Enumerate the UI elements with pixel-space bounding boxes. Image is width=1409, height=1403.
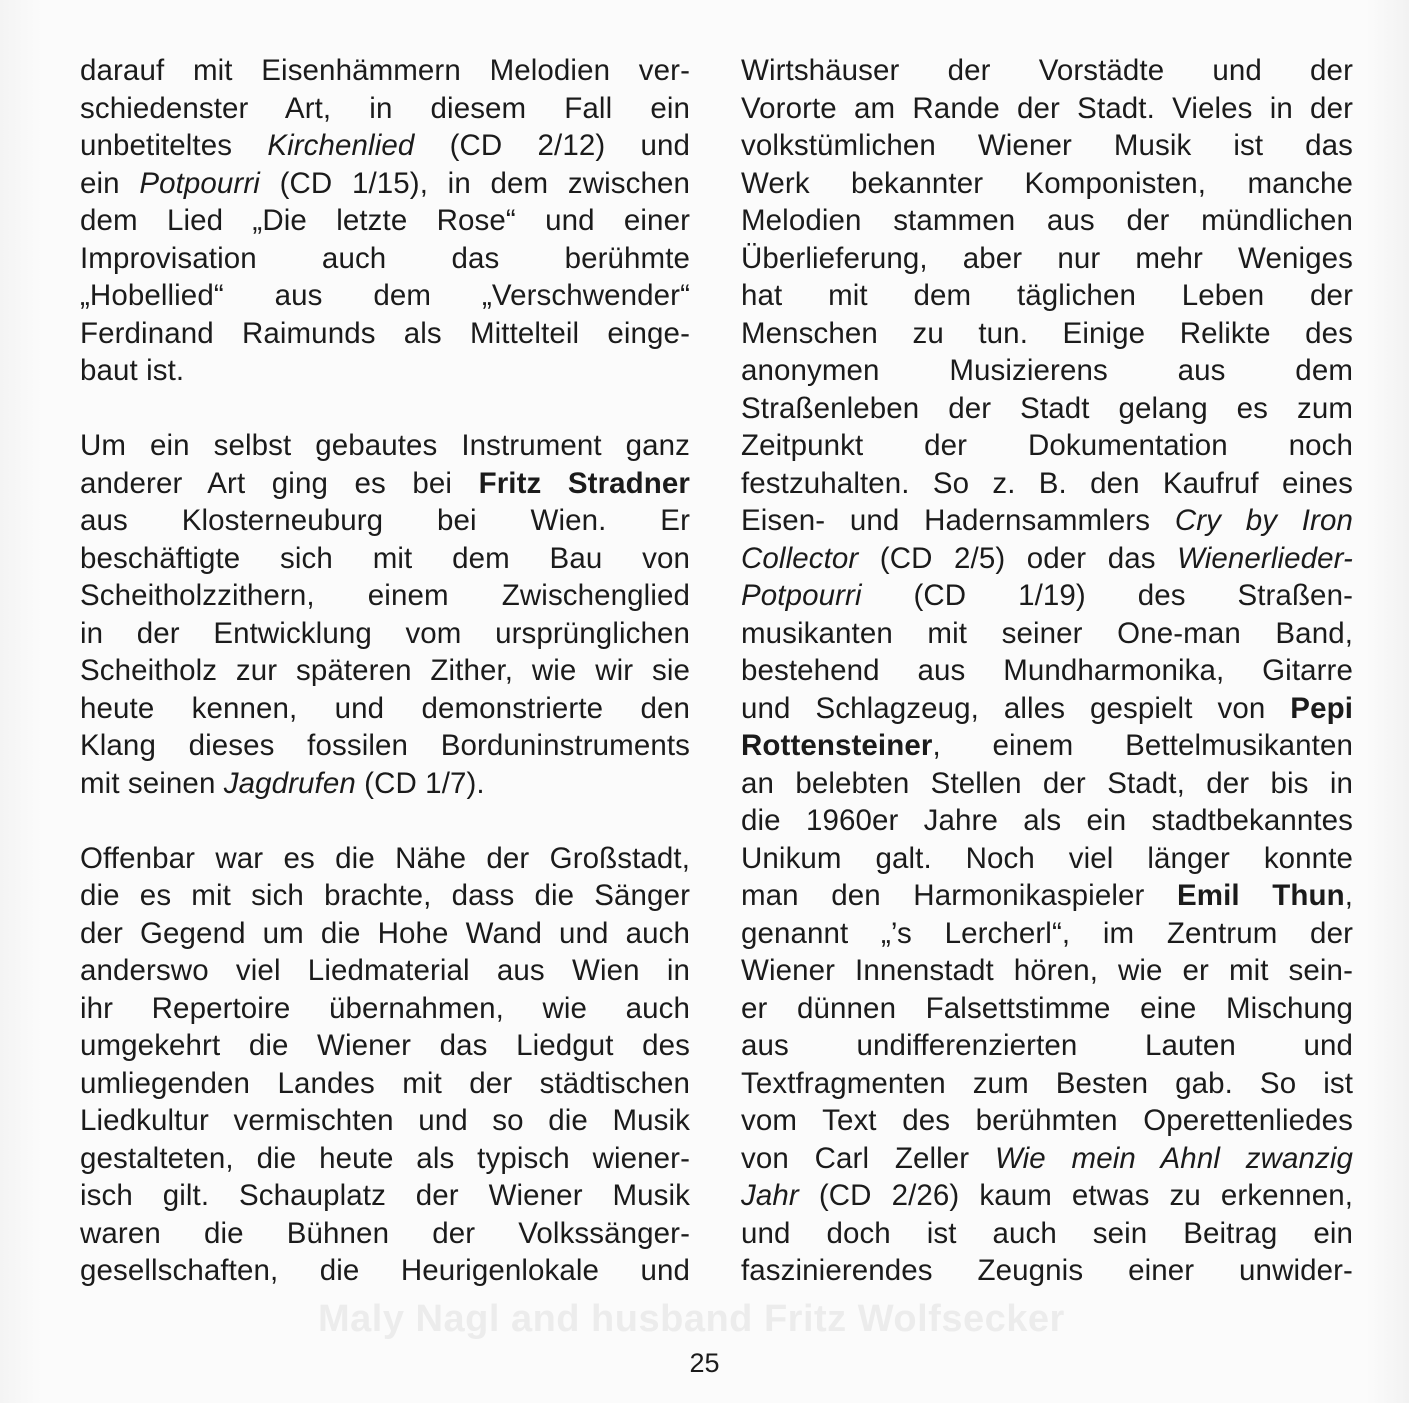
italic-title: Potpourri: [139, 166, 260, 200]
text-line: [741, 165, 1353, 203]
text-segment: Straßenleben der Stadt gelang es zum: [741, 391, 1353, 425]
text-line: [741, 690, 1353, 728]
text-line: [80, 577, 690, 615]
text-segment: festzuhalten. So z. B. den Kaufruf eines: [741, 466, 1353, 500]
text-segment: mit seinen: [80, 766, 224, 800]
italic-title: Potpourri: [741, 579, 862, 612]
italic-title: Collector: [741, 541, 859, 575]
text-segment: (CD 1/15), in dem zwischen: [259, 166, 690, 200]
text-line: [80, 952, 690, 990]
text-segment: isch gilt. Schauplatz der Wiener Musik: [80, 1179, 690, 1212]
text-segment: unbetiteltes: [80, 129, 268, 162]
italic-title: Kirchenlied: [267, 129, 415, 162]
text-segment: und Schlagzeug, alles gespielt von: [741, 691, 1291, 725]
text-line: [80, 127, 690, 165]
text-segment: anderswo viel Liedmaterial aus Wien in: [80, 954, 690, 987]
text-line: [80, 1027, 690, 1065]
text-segment: aus undifferenzierten Lauten und: [741, 1029, 1353, 1062]
bold-name: Emil Thun: [1176, 879, 1345, 912]
text-segment: der Gegend um die Hohe Wand und auch: [80, 916, 690, 950]
text-line: [80, 840, 690, 878]
text-segment: musikanten mit seiner One-man Band,: [741, 616, 1353, 650]
text-segment: ihr Repertoire übernahmen, wie auch: [80, 991, 690, 1025]
text-segment: Wirtshäuser der Vorstädte und der: [741, 54, 1353, 87]
text-line: [741, 1065, 1353, 1103]
text-segment: waren die Bühnen der Volkssänger-: [80, 1216, 690, 1250]
text-line: [741, 990, 1353, 1028]
text-line: [741, 1215, 1353, 1253]
text-line: [80, 1252, 690, 1290]
left-text-column: [80, 52, 690, 1290]
text-line: [80, 352, 690, 390]
text-line: [80, 52, 690, 90]
paragraph: [80, 840, 690, 1290]
text-segment: (CD 2/26) kaum etwas zu erkennen,: [798, 1179, 1353, 1212]
text-line: [80, 240, 690, 278]
text-segment: faszinierendes Zeugnis einer unwider-: [741, 1254, 1353, 1287]
text-line: [741, 502, 1353, 540]
text-line: [741, 240, 1353, 278]
text-segment: baut ist.: [80, 354, 185, 387]
text-line: [741, 52, 1353, 90]
text-line: [741, 540, 1353, 578]
text-segment: in der Entwicklung vom ursprünglichen: [80, 616, 690, 650]
text-line: [80, 202, 690, 240]
text-line: [741, 727, 1353, 765]
text-line: [80, 427, 690, 465]
text-segment: , einem Bettelmusikanten: [932, 729, 1353, 762]
text-segment: (CD 1/7).: [355, 766, 485, 800]
text-line: [80, 990, 690, 1028]
text-segment: volkstümlichen Wiener Musik ist das: [741, 129, 1353, 162]
text-segment: die 1960er Jahre als ein stadtbekanntes: [741, 804, 1353, 837]
text-line: [741, 652, 1353, 690]
text-line: [741, 202, 1353, 240]
text-segment: umgekehrt die Wiener das Liedgut des: [80, 1029, 690, 1062]
text-line: [80, 727, 690, 765]
text-segment: Klang dieses fossilen Borduninstruments: [80, 729, 690, 762]
italic-title: Cry by Iron: [1174, 504, 1353, 537]
italic-title: Jahr: [741, 1179, 799, 1212]
text-line: [80, 690, 690, 728]
text-segment: vom Text des berühmten Operettenliedes: [741, 1104, 1353, 1137]
text-segment: darauf mit Eisenhämmern Melodien ver-: [80, 54, 690, 87]
paragraph: [741, 52, 1353, 1290]
text-segment: Ferdinand Raimunds als Mittelteil einge-: [80, 316, 690, 350]
text-line: [80, 90, 690, 128]
paragraph: [80, 427, 690, 802]
text-line: [741, 352, 1353, 390]
text-segment: beschäftigte sich mit dem Bau von: [80, 541, 690, 575]
text-segment: Vororte am Rande der Stadt. Vieles in der: [741, 91, 1353, 125]
text-line: [741, 315, 1353, 353]
text-segment: Zeitpunkt der Dokumentation noch: [741, 429, 1353, 462]
text-line: [741, 1140, 1353, 1178]
text-segment: genannt „’s Lercherl“, im Zentrum der: [741, 916, 1353, 950]
text-segment: Scheitholz zur späteren Zither, wie wir sie: [80, 654, 690, 687]
text-line: [80, 1065, 690, 1103]
text-segment: Liedkultur vermischten und so die Musik: [80, 1104, 690, 1137]
text-segment: ein: [80, 166, 140, 200]
text-segment: Überlieferung, aber nur mehr Weniges: [741, 241, 1353, 275]
text-line: [80, 465, 690, 503]
italic-title: Wienerlieder-: [1177, 541, 1353, 575]
text-segment: man den Harmonikaspieler: [741, 879, 1177, 912]
text-line: [741, 277, 1353, 315]
text-segment: anderer Art ging es bei: [80, 466, 479, 500]
text-line: [741, 127, 1353, 165]
text-segment: anonymen Musizierens aus dem: [741, 354, 1353, 387]
text-line: [80, 540, 690, 578]
text-line: [741, 840, 1353, 878]
page-number: 25: [689, 1348, 720, 1378]
text-line: [80, 615, 690, 653]
text-line: [741, 765, 1353, 803]
text-line: [80, 915, 690, 953]
text-line: [80, 277, 690, 315]
text-segment: von Carl Zeller: [741, 1141, 995, 1175]
text-line: [741, 802, 1353, 840]
text-segment: (CD 2/5) oder das: [858, 541, 1178, 575]
text-line: [80, 315, 690, 353]
text-line: [741, 1252, 1353, 1290]
text-segment: (CD 2/12) und: [414, 129, 690, 162]
text-line: [80, 877, 690, 915]
text-segment: „Hobellied“ aus dem „Verschwender“: [80, 279, 690, 312]
text-segment: Melodien stammen aus der mündlichen: [741, 204, 1353, 237]
paragraph: [80, 52, 690, 390]
text-segment: gesellschaften, die Heurigenlokale und: [80, 1254, 690, 1287]
text-segment: ,: [1344, 879, 1353, 912]
text-line: [80, 502, 690, 540]
text-line: [741, 90, 1353, 128]
text-line: [741, 1102, 1353, 1140]
text-line: [741, 915, 1353, 953]
text-line: [80, 165, 690, 203]
text-line: [80, 1140, 690, 1178]
text-segment: Textfragmenten zum Besten gab. So ist: [741, 1066, 1353, 1100]
text-line: [80, 652, 690, 690]
text-segment: schiedenster Art, in diesem Fall ein: [80, 91, 690, 125]
text-segment: und doch ist auch sein Beitrag ein: [741, 1216, 1353, 1250]
text-segment: Scheitholzzithern, einem Zwischenglied: [80, 579, 690, 612]
text-segment: aus Klosterneuburg bei Wien. Er: [80, 504, 690, 537]
text-segment: gestalteten, die heute als typisch wiener-: [80, 1141, 690, 1175]
text-line: [741, 952, 1353, 990]
text-line: [80, 1102, 690, 1140]
text-line: [80, 1177, 690, 1215]
text-line: [741, 615, 1353, 653]
text-line: [80, 765, 690, 803]
bleed-through-caption: Maly Nagl and husband Fritz Wolfsecker: [318, 1298, 1065, 1340]
right-text-column: [741, 52, 1353, 1290]
text-segment: hat mit dem täglichen Leben der: [741, 279, 1353, 312]
bold-name: Fritz Stradner: [478, 466, 690, 500]
text-segment: Improvisation auch das berühmte: [80, 241, 690, 275]
text-segment: bestehend aus Mundharmonika, Gitarre: [741, 654, 1353, 687]
text-segment: umliegenden Landes mit der städtischen: [80, 1066, 690, 1100]
text-line: [80, 1215, 690, 1253]
text-segment: Menschen zu tun. Einige Relikte des: [741, 316, 1353, 350]
text-line: [741, 1177, 1353, 1215]
text-segment: Werk bekannter Komponisten, manche: [741, 166, 1353, 200]
text-line: [741, 1027, 1353, 1065]
text-segment: heute kennen, und demonstrierte den: [80, 691, 690, 725]
text-segment: (CD 1/19) des Straßen-: [861, 579, 1353, 612]
italic-title: Jagdrufen: [223, 766, 356, 800]
text-segment: die es mit sich brachte, dass die Sänger: [80, 879, 690, 912]
text-line: [741, 390, 1353, 428]
bold-name: Pepi: [1290, 691, 1353, 725]
text-segment: Um ein selbst gebautes Instrument ganz: [80, 429, 690, 462]
text-segment: er dünnen Falsettstimme eine Mischung: [741, 991, 1353, 1025]
text-segment: Eisen- und Hadernsammlers: [741, 504, 1175, 537]
text-segment: Unikum galt. Noch viel länger konnte: [741, 841, 1353, 875]
bold-name: Rottensteiner: [741, 729, 933, 762]
text-segment: Wiener Innenstadt hören, wie er mit sein-: [741, 954, 1353, 987]
text-line: [741, 427, 1353, 465]
italic-title: Wie mein Ahnl zwanzig: [994, 1141, 1353, 1175]
text-segment: an belebten Stellen der Stadt, der bis in: [741, 766, 1353, 800]
text-line: [741, 877, 1353, 915]
text-segment: dem Lied „Die letzte Rose“ und einer: [80, 204, 690, 237]
text-line: [741, 465, 1353, 503]
text-segment: Offenbar war es die Nähe der Großstadt,: [80, 841, 690, 875]
text-line: [741, 577, 1353, 615]
